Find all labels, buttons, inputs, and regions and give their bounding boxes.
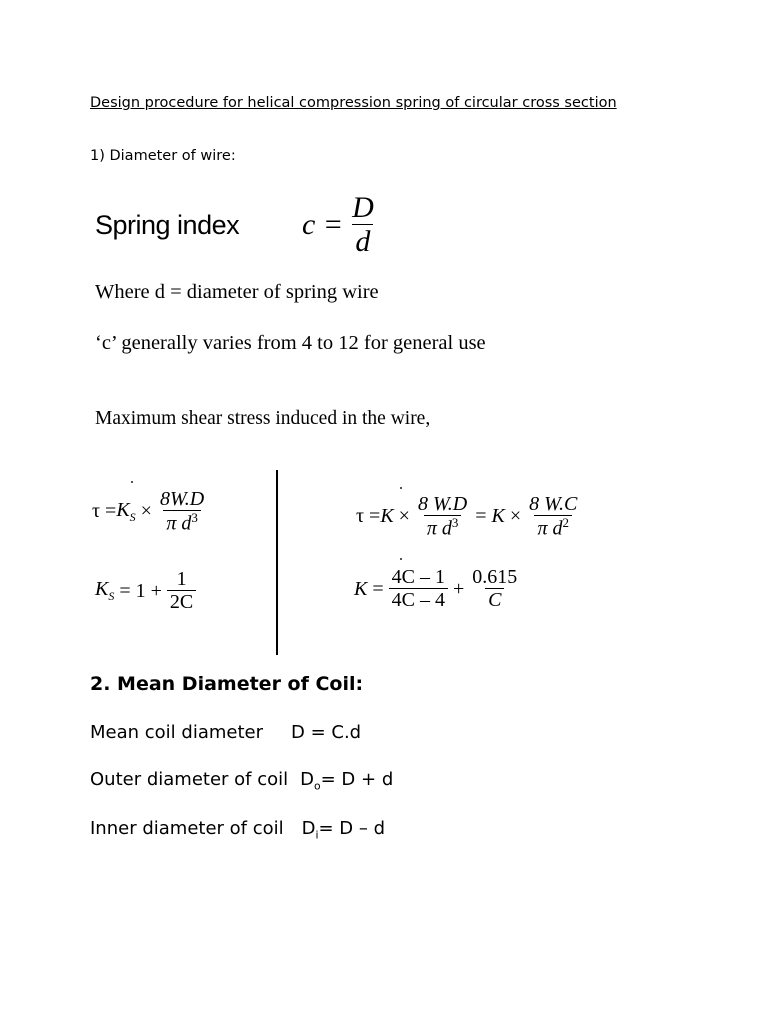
- k-lhs: K: [354, 577, 368, 600]
- where-line: Where d = diameter of spring wire: [95, 281, 379, 303]
- inner-diameter-equation: = D – d: [318, 818, 386, 839]
- decorative-dot: [400, 487, 402, 489]
- ks-lhs: [95, 578, 114, 604]
- equals-sign: =: [470, 505, 492, 528]
- outer-diameter-symbol: D: [300, 769, 315, 790]
- k-numerator-1: 4C – 1: [391, 566, 445, 588]
- tau-k-den1-exponent: 3: [451, 515, 459, 530]
- spring-index-numerator: D: [352, 191, 374, 224]
- ks-lhs-letter: K: [95, 578, 109, 600]
- k-formula: [354, 567, 520, 611]
- ks-letter: K: [116, 498, 130, 521]
- section-2-heading: 2. Mean Diameter of Coil:: [90, 673, 364, 695]
- times-sign: ×: [135, 500, 157, 523]
- tau-ks-denominator: [163, 510, 201, 535]
- max-shear-line: Maximum shear stress induced in the wire,: [95, 408, 431, 429]
- tau-ks-den-base: π d: [166, 512, 192, 535]
- ks-formula: [95, 569, 196, 613]
- spring-index-formula: [302, 192, 377, 258]
- k-symbol: K: [380, 505, 394, 528]
- times-sign-2: ×: [504, 505, 527, 528]
- tau-k-fraction-2: [526, 494, 580, 540]
- mean-coil-equation: D = C.d: [291, 722, 362, 743]
- k-numerator-2: 0.615: [472, 566, 518, 588]
- tau-ks-den-exponent: 3: [191, 510, 198, 525]
- section-1-heading: 1) Diameter of wire:: [90, 148, 236, 164]
- outer-diameter-equation: = D + d: [320, 769, 394, 790]
- tau-ks-fraction: [157, 489, 207, 535]
- outer-diameter-row: [90, 769, 393, 793]
- decorative-dot: [400, 558, 402, 560]
- tau-k-numerator-2: 8 W.C: [529, 493, 578, 515]
- tau-k-denominator-2: [534, 515, 572, 540]
- times-sign: ×: [393, 505, 415, 528]
- inner-diameter-row: [90, 818, 385, 842]
- k-denominator-1: 4C – 4: [389, 588, 448, 611]
- decorative-dot: [131, 481, 133, 483]
- plus-sign: +: [447, 577, 470, 600]
- ks-denominator: 2C: [167, 590, 196, 613]
- inner-diameter-label: Inner diameter of coil: [90, 818, 284, 839]
- ks-numerator: 1: [176, 568, 187, 590]
- spring-index-fraction: [349, 192, 377, 258]
- outer-diameter-subscript: o: [314, 779, 321, 793]
- column-divider: [276, 470, 278, 655]
- tau-k-lhs: τ =: [356, 505, 381, 528]
- ks-subscript: S: [129, 509, 136, 524]
- mean-coil-row: [90, 722, 361, 743]
- tau-k-fraction-1: [415, 494, 470, 540]
- k-denominator-2: C: [485, 588, 504, 611]
- document-title: Design procedure for helical compression spring of circular cross section: [90, 95, 617, 111]
- k-symbol-2: K: [491, 505, 505, 528]
- spring-index-lhs: c =: [302, 207, 344, 241]
- tau-lhs: τ =: [92, 500, 117, 523]
- tau-ks-formula: [92, 489, 207, 535]
- tau-k-formula: [356, 494, 580, 540]
- ks-fraction: [167, 569, 196, 613]
- c-range-line: ‘c’ generally varies from 4 to 12 for general use: [95, 332, 486, 354]
- spring-index-denominator: d: [352, 224, 373, 258]
- inner-diameter-symbol: D: [301, 818, 316, 839]
- ks-lhs-subscript: S: [108, 589, 115, 603]
- ks-eq: = 1 +: [114, 579, 167, 602]
- k-fraction-2: [469, 567, 520, 611]
- tau-k-den1-base: π d: [426, 517, 452, 540]
- tau-k-numerator-1: 8 W.D: [417, 493, 468, 515]
- spring-index-label: Spring index: [95, 210, 240, 240]
- outer-diameter-label: Outer diameter of coil: [90, 769, 289, 790]
- ks-symbol: [116, 499, 135, 525]
- tau-ks-numerator: 8W.D: [159, 488, 205, 510]
- mean-coil-label: Mean coil diameter: [90, 722, 263, 743]
- tau-k-denominator-1: [424, 515, 462, 540]
- inner-diameter-subscript: i: [315, 828, 319, 842]
- tau-k-den2-exponent: 2: [562, 515, 569, 530]
- k-fraction-1: [389, 567, 448, 611]
- tau-k-den2-base: π d: [537, 517, 563, 540]
- k-eq: =: [367, 577, 389, 600]
